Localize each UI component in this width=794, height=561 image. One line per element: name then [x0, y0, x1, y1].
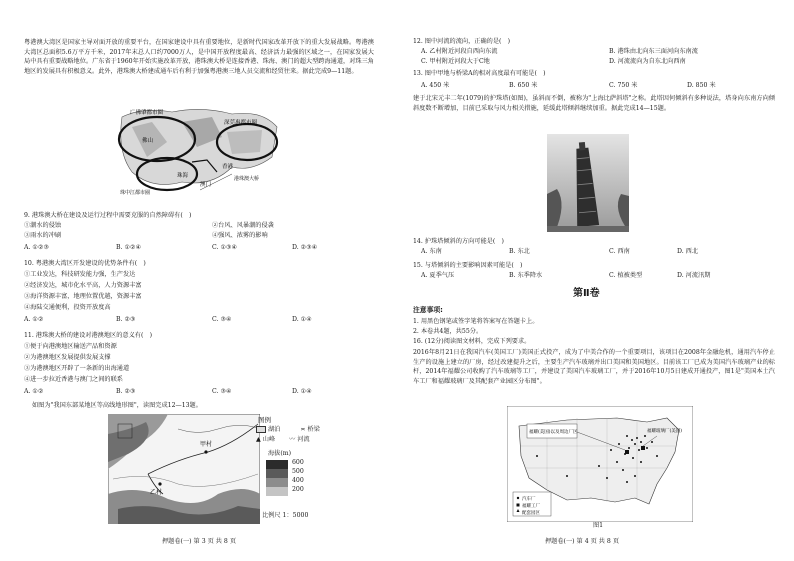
q9-opt-3: ③雨水的冲刷 — [24, 232, 62, 239]
right-footer: 押题卷(一) 第 4 页 共 8 页 — [545, 538, 620, 545]
peak-icon: ▲ — [256, 436, 261, 443]
right-page — [397, 0, 794, 561]
q10-choice-c[interactable]: C. ③④ — [212, 316, 232, 323]
q10-opt-1: ①工业发达，科技研发能力强，生产发达 — [24, 271, 136, 278]
greater-bay-area-map — [112, 102, 282, 197]
q10-opt-4: ④海陆交通便利，投资开放度高 — [24, 304, 111, 311]
q10-choice-b[interactable]: B. ②③ — [116, 316, 136, 323]
q11-opt-1: ①便于向港澳地区输送产品和资源 — [24, 343, 117, 350]
map3-callout-2: 福耀玻璃厂(美国) — [647, 429, 683, 434]
map3-legend-2: 福耀工厂 — [522, 504, 540, 509]
legend-lake: 湖泊 — [267, 426, 281, 433]
q14-choice-b[interactable]: B. 东北 — [509, 248, 530, 255]
map2-place-b: 乙村 — [150, 489, 163, 496]
q9-choice-a[interactable]: A. ①②③ — [24, 244, 50, 251]
river-icon: 〰 — [289, 436, 296, 443]
map1-label-bridge: 港珠澳大桥 — [234, 176, 260, 182]
q10-choice-d[interactable]: D. ①④ — [292, 316, 312, 323]
map2-intro: 如图为"我国东部某地区等高线地形图"，读图完成12—13题。 — [32, 402, 202, 409]
q11-opt-3: ③为港澳地区开辟了一条新的出海通道 — [24, 365, 130, 372]
q9-opt-4: ④强风、浓雾的影响 — [212, 232, 268, 239]
q15-stem: 15. 与塔倾斜的主要影响因素可能是( ) — [413, 262, 523, 269]
note-1: 1. 用黑色钢笔或签字笔将答案写在答题卡上。 — [413, 318, 539, 325]
q16-text: 2016年8月21日在我国汽车(美国工厂)美国正式投产，成为了中美合作的一个重要项目，该项目在2008年金融危机，通用汽车停止生产的设施上建立的厂房，经过改建提升之后，主要生产汽车玻璃并出口美国和美国地区。目前该工厂已成为美国汽车玻璃产业的标杆，2014年福耀公司收购了汽车玻璃等工厂，并建设了美国汽车玻璃工厂，并于2016年10月5日建成开通投产，图1是"美国本土汽车工厂和福耀玻璃厂及其配套产业园区分布图"。 — [413, 349, 775, 385]
us-map — [507, 406, 693, 522]
map1-label-shenzhen: 深莞惠都市圈 — [224, 120, 258, 126]
q13-choice-b[interactable]: B. 650 米 — [509, 82, 538, 89]
map1-label-zhuhai: 珠海 — [177, 173, 189, 179]
map1-label-macau: 澳门 — [200, 182, 212, 188]
tower-photo — [547, 134, 629, 232]
q15-choice-a[interactable]: A. 夏季气压 — [421, 272, 455, 279]
legend-elev-title: 海拔(m) — [268, 450, 292, 457]
q11-choice-b[interactable]: B. ②③ — [116, 388, 136, 395]
q9-choice-c[interactable]: C. ①③④ — [212, 244, 238, 251]
q10-stem: 10. 粤港澳大湾区开发建设的优势条件有( ) — [24, 260, 146, 267]
q14-stem: 14. 护珠塔倾斜的方向可能是( ) — [413, 238, 504, 245]
q15-choice-d[interactable]: D. 河流汛期 — [677, 272, 711, 279]
map2-scale: 比例尺 1：5000 — [262, 512, 309, 519]
map2-legend-title: 图例 — [258, 416, 271, 424]
q13-choice-d[interactable]: D. 850 米 — [687, 82, 716, 89]
q10-opt-2: ②经济发达，城市化水平高，人力资源丰富 — [24, 282, 142, 289]
q12-choice-a[interactable]: A. 乙村附近河段自西向东流 — [421, 48, 498, 55]
q9-choice-d[interactable]: D. ②③④ — [292, 244, 318, 251]
legend-row-1 — [256, 426, 320, 434]
q12-stem: 12. 图中河流的流向，正确的是( ) — [413, 38, 511, 45]
q9-choice-b[interactable]: B. ①②④ — [116, 244, 142, 251]
q13-stem: 13. 图中甲地与桥梁A的相对高度最有可能是( ) — [413, 70, 546, 77]
notes-title: 注意事项: — [413, 306, 443, 314]
map3-legend-3: 配套园区 — [522, 511, 540, 516]
q15-choice-c[interactable]: C. 植被类型 — [609, 272, 643, 279]
q9-opt-1: ①潮水的侵蚀 — [24, 222, 62, 229]
q14-choice-c[interactable]: C. 西南 — [609, 248, 630, 255]
q12-choice-d[interactable]: D. 河流流向为自东北向西南 — [609, 58, 686, 65]
q9-stem: 9. 港珠澳大桥在建设及运行过程中需要克服的自然障碍有( ) — [24, 212, 192, 219]
q10-opt-3: ③海洋资源丰富，地理位置优越，资源丰富 — [24, 293, 142, 300]
q12-choice-c[interactable]: C. 甲村附近河段大于C地 — [421, 58, 490, 65]
q13-choice-a[interactable]: A. 450 米 — [421, 82, 450, 89]
map1-label-guangzhou: 广佛肇都市圈 — [130, 110, 164, 116]
q9-opt-2: ②台风、风暴潮的侵袭 — [212, 222, 274, 229]
bridge-icon: ≍ — [300, 426, 306, 433]
contour-map — [108, 414, 260, 524]
figure-caption: 图1 — [593, 522, 604, 529]
q14-choice-a[interactable]: A. 东南 — [421, 248, 442, 255]
intro-paragraph: 粤港澳大湾区是国家主导对面开放的重要平台，在国家建设中具有重要地位，是新时代国家改革开放下的重大发展战略。粤港澳大湾区总面积5.6万平方千米，2017年末总人口约7000万人，是中国开放程度最高、经济活力最强的区域之一，在国家发展大局中具有重要战略地位。广东省于1960年开始实施改革开放，港珠澳大桥是连接香港、珠海、澳门的超大型跨海通道，对珠三角地区的发展具有积极意义。此外，港珠澳大桥建成通车后有利于加强粤港澳三地人员交流和经贸往来。据此完成9—11题。 — [24, 39, 374, 75]
map2-place-a: 甲村 — [200, 441, 213, 448]
map1-label-zhongjiang: 珠中江都市圈 — [120, 190, 151, 196]
elev-400: 400 — [292, 477, 304, 484]
q15-choice-b[interactable]: B. 东季降水 — [509, 272, 543, 279]
q13-choice-c[interactable]: C. 750 米 — [609, 82, 638, 89]
q11-choice-a[interactable]: A. ①② — [24, 388, 44, 395]
q16-header: 16. (12分)阅读图文材料，完成下列要求。 — [413, 338, 531, 345]
q11-stem: 11. 港珠澳大桥的建设对港澳地区的意义有( ) — [24, 332, 153, 339]
map1-label-foshan: 佛山 — [142, 138, 154, 144]
map3-callout-1: 福耀(美国)以及周边厂区 — [529, 430, 578, 435]
map3-legend-1: 汽车厂 — [522, 497, 536, 502]
legend-row-2 — [256, 436, 310, 444]
q11-opt-2: ②为港澳地区发展提供发展支撑 — [24, 354, 111, 361]
q14-choice-d[interactable]: D. 西北 — [677, 248, 699, 255]
left-footer: 押题卷(一) 第 3 页 共 8 页 — [162, 538, 237, 545]
q10-choice-a[interactable]: A. ①② — [24, 316, 44, 323]
elevation-ramp — [266, 460, 288, 496]
q11-choice-d[interactable]: D. ①④ — [292, 388, 312, 395]
lake-swatch — [256, 426, 266, 433]
elev-200: 200 — [292, 486, 304, 493]
legend-river: 河流 — [297, 436, 310, 443]
legend-bridge: 桥梁 — [307, 426, 320, 433]
tower-intro: 建于北宋元丰二年(1079)的护珠塔(如图)，虽斜而不倒，被称为"上海比萨斜塔"之称。此塔因何倾斜有多种说法，塔身向东南方向倾斜度数不断增加，目前已采取与风力相关措施，延缓此塔倾斜继续加重。据此完成14—15题。 — [413, 95, 775, 112]
note-2: 2. 本卷共4题，共55分。 — [413, 328, 483, 335]
legend-peak: 山峰 — [262, 436, 276, 443]
elev-600: 600 — [292, 459, 304, 466]
q11-opt-4: ④进一步拉近香港与澳门之间的联系 — [24, 376, 123, 383]
section-2-heading: 第Ⅱ卷 — [573, 288, 600, 299]
q12-choice-b[interactable]: B. 港珠由北向东三面河向东南流 — [609, 48, 698, 55]
elev-500: 500 — [292, 468, 304, 475]
q11-choice-c[interactable]: C. ③④ — [212, 388, 232, 395]
map1-label-hongkong: 香港 — [222, 164, 234, 170]
